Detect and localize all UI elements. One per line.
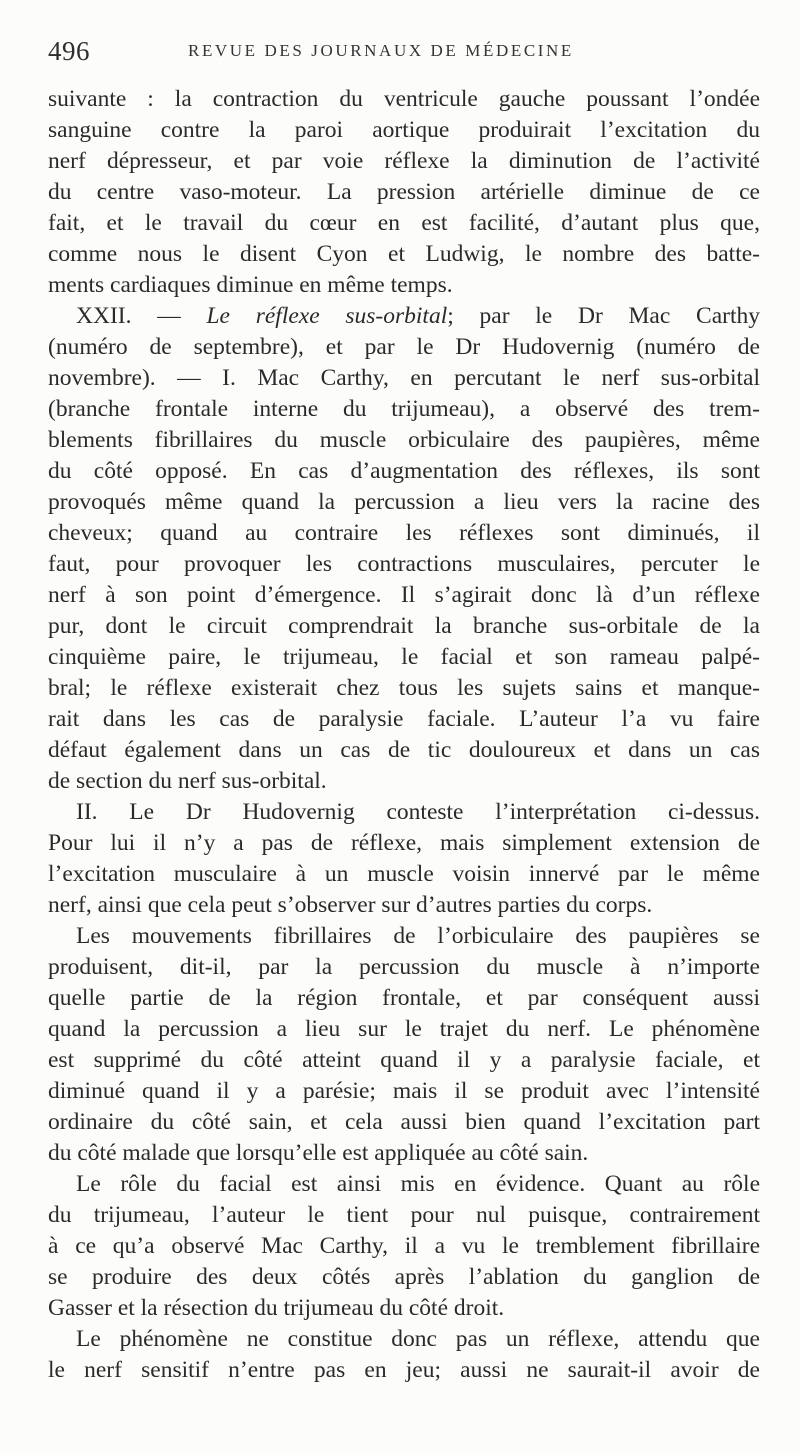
article-body xyxy=(48,84,760,1386)
text-line: blements fibrillaires du muscle orbiculaire des paupières, même xyxy=(48,427,760,453)
text-line: suivante : la contraction du ventricule gauche poussant l’ondée xyxy=(48,86,760,112)
text-line: quelle partie de la région frontale, et par conséquent aussi xyxy=(48,985,760,1011)
text-line: nerf, ainsi que cela peut s’observer sur d’autres parties du corps. xyxy=(48,892,653,918)
text-line: provoqués même quand la percussion a lieu vers la racine des xyxy=(48,489,760,515)
text-line: se produire des deux côtés après l’ablation du ganglion de xyxy=(48,1264,760,1290)
text-line: à ce qu’a observé Mac Carthy, il a vu le tremblement fibrillaire xyxy=(48,1233,760,1259)
text-line: Gasser et la résection du trijumeau du côté droit. xyxy=(48,1295,505,1321)
text-line: le nerf sensitif n’entre pas en jeu; aussi ne saurait-il avoir de xyxy=(48,1357,760,1383)
section-heading-line xyxy=(48,301,760,332)
text-line: Le rôle du facial est ainsi mis en évidence. Quant au rôle xyxy=(76,1171,760,1197)
text-line: du côté malade que lorsqu’elle est appliquée au côté sain. xyxy=(48,1140,589,1166)
text-line: ments cardiaques diminue en même temps. xyxy=(48,272,453,298)
text-line: quand la percussion a lieu sur le trajet du nerf. Le phénomène xyxy=(48,1016,760,1042)
section-authors: ; par le Dr Mac Carthy xyxy=(447,303,760,329)
text-line: nerf dépresseur, et par voie réflexe la diminution de l’activité xyxy=(48,148,760,174)
text-line: cheveux; quand au contraire les réflexes sont diminués, il xyxy=(48,520,760,546)
text-line: comme nous le disent Cyon et Ludwig, le nombre des batte- xyxy=(48,241,760,267)
page-header xyxy=(48,36,760,76)
text-line: cinquième paire, le trijumeau, le facial et son rameau palpé- xyxy=(48,644,760,670)
text-line: nerf à son point d’émergence. Il s’agirait donc là d’un réflexe xyxy=(48,582,760,608)
text-line: (branche frontale interne du trijumeau), a observé des trem- xyxy=(48,396,760,422)
text-line: sanguine contre la paroi aortique produirait l’excitation du xyxy=(48,117,760,143)
page-number: 496 xyxy=(48,36,90,66)
text-line: produisent, dit-il, par la percussion du muscle à n’importe xyxy=(48,954,760,980)
text-line: de section du nerf sus-orbital. xyxy=(48,768,327,794)
text-line: fait, et le travail du cœur en est facilité, d’autant plus que, xyxy=(48,210,760,236)
text-line: du trijumeau, l’auteur le tient pour nul puisque, contrairement xyxy=(48,1202,760,1228)
text-line: du centre vaso-moteur. La pression artérielle diminue de ce xyxy=(48,179,760,205)
text-line: faut, pour provoquer les contractions musculaires, percuter le xyxy=(48,551,760,577)
text-line: (numéro de septembre), et par le Dr Hudovernig (numéro de xyxy=(48,334,760,360)
text-line: ordinaire du côté sain, et cela aussi bien quand l’excitation part xyxy=(48,1109,760,1135)
text-line: pur, dont le circuit comprendrait la branche sus-orbitale de la xyxy=(48,613,760,639)
text-line: II. Le Dr Hudovernig conteste l’interprétation ci-dessus. xyxy=(76,799,760,825)
text-line: Le phénomène ne constitue donc pas un réflexe, attendu que xyxy=(76,1326,760,1352)
section-number: XXII. — xyxy=(76,303,207,329)
text-line: bral; le réflexe existerait chez tous les sujets sains et manque- xyxy=(48,675,760,701)
text-line: est supprimé du côté atteint quand il y a paralysie faciale, et xyxy=(48,1047,760,1073)
text-line: défaut également dans un cas de tic douloureux et dans un cas xyxy=(48,737,760,763)
text-line: Pour lui il n’y a pas de réflexe, mais simplement extension de xyxy=(48,830,760,856)
text-line: Les mouvements fibrillaires de l’orbiculaire des paupières se xyxy=(76,923,760,949)
running-title: REVUE DES JOURNAUX DE MÉDECINE xyxy=(188,41,574,60)
text-line: rait dans les cas de paralysie faciale. L’auteur l’a vu faire xyxy=(48,706,760,732)
text-line: diminué quand il y a parésie; mais il se produit avec l’intensité xyxy=(48,1078,760,1104)
text-line: l’excitation musculaire à un muscle voisin innervé par le même xyxy=(48,861,760,887)
text-line: novembre). — I. Mac Carthy, en percutant le nerf sus-orbital xyxy=(48,365,760,391)
text-line: du côté opposé. En cas d’augmentation des réflexes, ils sont xyxy=(48,458,760,484)
section-title: Le réflexe sus-orbital xyxy=(206,303,448,329)
